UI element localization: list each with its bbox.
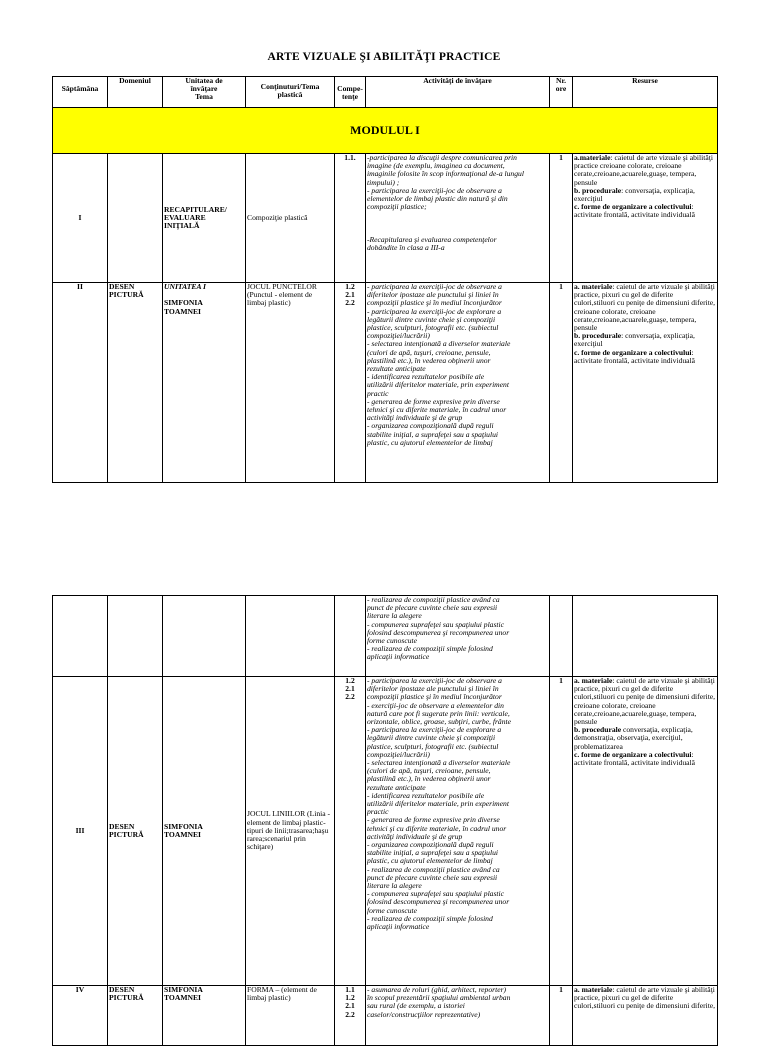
header-competences-line: tenţe: [341, 92, 359, 102]
activity-line: plastic, cu ajutorul elementelor de limbaj: [367, 437, 493, 447]
activity-line: - realizarea de compoziţii plastice având ca: [367, 595, 500, 604]
competence-line: 2.2: [345, 692, 355, 702]
activity-line: - participarea la exerciţii-joc de explorare a: [367, 306, 502, 316]
activity-line: plastic, cu ajutorul elementelor de limbaj: [367, 856, 493, 866]
header-hours-line: Nr.: [555, 76, 567, 85]
unit-line: SIMFONIA: [164, 298, 203, 308]
resources-cell: [573, 677, 718, 986]
unit-line: SIMFONIA: [164, 821, 203, 831]
activity-line: practic: [367, 388, 389, 398]
unit-line: TOAMNEI: [164, 306, 201, 316]
resource-text: : conversaţia, explicaţia, exerciţiul: [574, 185, 695, 204]
competence-cell: [335, 596, 366, 677]
activity-line: - generarea de forme expresive prin diverse: [367, 396, 500, 406]
activity-line: plastice, sculpturi, fotografii etc. (subiectul: [367, 741, 499, 751]
domain-line: PICTURĂ: [109, 993, 144, 1003]
header-activities: Activităţi de învăţare: [366, 77, 550, 108]
resource-label: b. procedurale: [574, 725, 622, 735]
table-row: [53, 596, 718, 677]
resource-item: [574, 283, 716, 332]
activity-line: - generarea de forme expresive prin diverse: [367, 815, 500, 825]
domain-line: DESEN: [109, 985, 135, 994]
activity-line: legăturii dintre cuvinte cheie şi compoziţii: [367, 733, 496, 743]
activity-line: natură care pot fi sugerate prin linii: verticale,: [367, 708, 510, 718]
competence-line: 2.2: [345, 298, 355, 308]
resource-label: b. procedurale: [574, 331, 622, 341]
activity-line: stabilite iniţial, a suprafeţei sau a spaţiului: [367, 848, 498, 858]
activity-line: compoziţiei/lucrării): [367, 331, 430, 341]
activity-line: - selectarea intenţionată a diverselor materiale: [367, 339, 511, 349]
content-cell: [246, 596, 335, 677]
activity-line: dobândite în clasa a III-a: [367, 243, 445, 253]
activity-line: orizontale, oblice, groase, subţiri, curbe, frânte: [367, 717, 511, 727]
resource-text: : caietul de arte vizuale şi abilităţi practice, pixuri cu gel de diferite culori,stiluori cu peniţe de dimensiuni diferite, creioane colorate, creioane cerate,creioane,acuarele,guaşe, tempera, pensule: [574, 282, 716, 333]
resource-item: [574, 203, 716, 219]
hours-cell: 1: [550, 283, 573, 483]
header-unit-line: Tema: [195, 92, 213, 102]
resources-cell: [573, 154, 718, 283]
activity-line: compoziţii plastice şi în mediul înconjurător: [367, 298, 502, 308]
resource-label: a. materiale: [574, 282, 613, 291]
table-row: [53, 154, 718, 283]
unit-line: EVALUARE: [164, 212, 206, 222]
activity-line: aplicaţii informatice: [367, 922, 430, 932]
activity-line: - realizarea de compoziţii plastice având ca: [367, 864, 500, 874]
header-unit: [163, 77, 246, 108]
activity-line: compoziţiei/lucrării): [367, 749, 430, 759]
competence-line: 2.1: [345, 684, 355, 694]
resources-cell: [573, 986, 718, 1046]
content-cell: FORMA – (element de limbaj plastic): [246, 986, 335, 1046]
resource-label: a. materiale: [574, 676, 613, 685]
domain-line: PICTURĂ: [109, 830, 144, 839]
resource-text: : activitate frontală, activitate individuală: [574, 749, 696, 768]
competence-cell: [335, 986, 366, 1046]
header-hours: [550, 77, 573, 108]
activity-line: plastilină etc.), în vederea obţinerii unor: [367, 774, 491, 784]
unit-cell: [163, 677, 246, 986]
domain-cell: [108, 986, 163, 1046]
activity-line: utilizării diferitelor materiale, prin experiment: [367, 799, 509, 809]
competence-line: 1.2: [345, 282, 355, 291]
activity-line: caselor/construcţiilor reprezentative): [367, 1009, 481, 1019]
activity-spacer: [367, 220, 548, 228]
activity-line: -Recapitularea şi evaluarea competenţelor: [367, 235, 497, 245]
activity-line: punct de plecare cuvinte cheie sau expresii: [367, 603, 498, 613]
resource-item: [574, 154, 716, 187]
activity-line: în scopul prezentării spaţiului ambiental urban: [367, 993, 511, 1003]
resources-cell: [573, 283, 718, 483]
activities-cell: [366, 986, 550, 1046]
header-unit-line: învăţare: [190, 84, 218, 94]
activity-line: compoziţii plastice;: [367, 202, 427, 212]
domain-line: DESEN: [109, 821, 135, 831]
resources-cell: [573, 596, 718, 677]
activity-line: - realizarea de compoziţii simple folosind: [367, 913, 493, 923]
page-title: ARTE VIZUALE ŞI ABILITĂŢI PRACTICE: [267, 51, 501, 63]
activities-cell: [366, 677, 550, 986]
competence-line: 2.1: [345, 290, 355, 300]
resource-text: : activitate frontală, activitate individuală: [574, 347, 696, 365]
activity-line: folosind descompunerea şi recompunerea unor: [367, 627, 510, 637]
activity-line: (culori de apă, tuşuri, creioane, pensule,: [367, 766, 491, 776]
activity-line: imaginile folosite în scop informaţional de-a lungul: [367, 169, 524, 179]
unit-title: UNITATEA I: [164, 282, 206, 291]
table-row: [53, 283, 718, 483]
domain-line: PICTURĂ: [109, 290, 144, 300]
week-cell: I: [53, 154, 108, 283]
planning-table-1: [52, 76, 718, 483]
resource-text: : conversaţia, explicaţia, exerciţiul: [574, 331, 695, 349]
activity-line: - identificarea rezultatelor posibile ale: [367, 790, 485, 800]
activity-line: aplicaţii informatice: [367, 652, 430, 662]
activity-line: punct de plecare cuvinte cheie sau expresii: [367, 872, 498, 882]
activity-line: literare la alegere: [367, 611, 422, 621]
activity-line: - identificarea rezultatelor posibile ale: [367, 372, 485, 382]
resource-label: c. forme de organizare a colectivului: [574, 749, 692, 759]
activity-line: -participarea la discuţii despre comunicarea prin: [367, 153, 517, 162]
unit-line: TOAMNEI: [164, 993, 201, 1003]
activity-line: legăturii dintre cuvinte cheie şi compoziţii: [367, 314, 496, 324]
competence-line: 1.2: [345, 993, 355, 1003]
activity-line: compoziţii plastice şi în mediul înconjurător: [367, 692, 502, 702]
header-content-line: plastică: [277, 90, 303, 100]
activity-line: rezultate anticipate: [367, 364, 426, 374]
header-week: Săptămâna: [53, 77, 108, 108]
resource-text: conversaţia, explicaţia, demonstraţia, observaţia, exerciţiul, problematizarea: [574, 725, 693, 751]
unit-cell: [163, 986, 246, 1046]
competence-line: 2.2: [345, 1009, 355, 1019]
activity-line: imagine (de exemplu, imaginea ca document,: [367, 161, 505, 171]
activity-line: practic: [367, 807, 389, 817]
header-domain: Domeniul: [108, 77, 163, 108]
activities-cell: [366, 283, 550, 483]
header-content: [246, 77, 335, 108]
activity-line: plastice, sculpturi, fotografii etc. (subiectul: [367, 323, 499, 333]
activity-line: stabilite iniţial, a suprafeţei sau a spaţiului: [367, 429, 498, 439]
competence-cell: 1.1.: [335, 154, 366, 283]
resource-label: c. forme de organizare a colectivului: [574, 347, 692, 357]
table-row: [53, 986, 718, 1046]
activity-line: tehnici şi cu diferite materiale, în cadrul unor: [367, 823, 507, 833]
activity-line: activităţi individuale şi de grup: [367, 413, 463, 423]
competence-cell: [335, 283, 366, 483]
activity-line: activităţi individuale şi de grup: [367, 831, 463, 841]
header-competences: [335, 77, 366, 108]
activity-line: - organizarea compoziţională după reguli: [367, 421, 494, 431]
resource-text: : activitate frontală, activitate individuală: [574, 202, 696, 220]
activity-line: - realizarea de compoziţii simple folosind: [367, 644, 493, 654]
activity-line: - exerciţii-joc de observare a elementelor din: [367, 700, 504, 710]
domain-cell: [108, 154, 163, 283]
activity-line: literare la alegere: [367, 881, 422, 891]
header-competences-line: Compe-: [337, 84, 363, 93]
resource-item: [574, 349, 716, 365]
activity-line: - participarea la exerciţii-joc de observare a: [367, 282, 502, 291]
activity-line: rezultate anticipate: [367, 782, 426, 792]
competence-line: 1.1: [345, 985, 355, 994]
domain-line: DESEN: [109, 282, 135, 291]
unit-line: INIŢIALĂ: [164, 221, 200, 231]
activity-line: forme cunoscute: [367, 905, 417, 915]
resource-text: : caietul de arte vizuale şi abilităţi practice creioane colorate, creioane cerate,creioane,acuarele,guaşe, tempera, pensule: [574, 153, 713, 187]
resource-label: a. materiale: [574, 985, 613, 994]
domain-cell: [108, 677, 163, 986]
activity-line: utilizării diferitelor materiale, prin experiment: [367, 380, 509, 390]
resource-label: a.materiale: [574, 153, 611, 162]
resource-label: b. procedurale: [574, 185, 622, 195]
activity-line: diferitelor ipostaze ale punctului şi liniei în: [367, 684, 499, 694]
activity-line: - participarea la exerciţii-joc de explorare a: [367, 725, 502, 735]
week-cell: III: [53, 677, 108, 986]
hours-cell: [550, 596, 573, 677]
activity-line: diferitelor ipostaze ale punctului şi liniei în: [367, 290, 499, 300]
week-cell: IV: [53, 986, 108, 1046]
resource-text: : caietul de arte vizuale şi abilităţi practice, pixuri cu gel de diferite culori,stiluori cu peniţe de dimensiuni diferite, creioane colorate, creioane cerate,creioane,acuarele,guaşe, tempera, pensule: [574, 676, 716, 727]
resource-item: [574, 677, 716, 726]
hours-cell: 1: [550, 154, 573, 283]
unit-cell: [163, 596, 246, 677]
resource-item: [574, 751, 716, 767]
competence-line: 1.2: [345, 676, 355, 685]
activity-line: forme cunoscute: [367, 636, 417, 646]
unit-line: TOAMNEI: [164, 830, 201, 839]
domain-cell: [108, 596, 163, 677]
activity-line: - compunerea suprafeţei sau spaţiului plastic: [367, 889, 505, 899]
activities-cell: [366, 596, 550, 677]
activity-line: - compunerea suprafeţei sau spaţiului plastic: [367, 619, 505, 629]
activity-line: folosind descompunerea şi recompunerea unor: [367, 897, 510, 907]
resource-label: c. forme de organizare a colectivului: [574, 202, 692, 212]
activity-line: - asumarea de roluri (ghid, arhitect, reporter): [367, 985, 507, 994]
unit-line: RECAPITULARE/: [164, 204, 227, 214]
content-cell: JOCUL PUNCTELOR (Punctul - element de limbaj plastic): [246, 283, 335, 483]
activity-line: - selectarea intenţionată a diverselor materiale: [367, 758, 511, 768]
resource-item: [574, 187, 716, 203]
module-row: [53, 108, 718, 154]
resource-item: [574, 332, 716, 348]
competence-cell: [335, 677, 366, 986]
week-cell: [53, 596, 108, 677]
activity-line: (culori de apă, tuşuri, creioane, pensule,: [367, 347, 491, 357]
planning-table-2: [52, 595, 718, 1046]
activity-line: sau rural (de exemplu, a istoriei: [367, 1001, 465, 1011]
resource-item: [574, 726, 716, 751]
activity-spacer: [367, 211, 548, 219]
header-resources: Resurse: [573, 77, 718, 108]
header-unit-line: Unitatea de: [185, 76, 223, 85]
content-cell: JOCUL LINIILOR (Linia - element de limbaj plastic- tipuri de linii;trasarea;haşu rarea;scenariul prin schiţare): [246, 677, 335, 986]
header-hours-line: ore: [555, 84, 567, 94]
activity-line: timpului) ;: [367, 177, 400, 187]
activities-cell: [366, 154, 550, 283]
unit-line: SIMFONIA: [164, 985, 203, 994]
content-cell: Compoziţie plastică: [246, 154, 335, 283]
activity-line: - participarea la exerciţii-joc de observare a: [367, 676, 502, 685]
activity-line: plastilină etc.), în vederea obţinerii unor: [367, 355, 491, 365]
hours-cell: 1: [550, 677, 573, 986]
activity-line: elementelor de limbaj plastic din natură şi din: [367, 194, 508, 204]
activity-line: - participarea la exerciţii-joc de observare a: [367, 185, 502, 195]
hours-cell: 1: [550, 986, 573, 1046]
resource-item: [574, 986, 716, 1011]
unit-cell: [163, 154, 246, 283]
domain-cell: [108, 283, 163, 483]
table-row: [53, 677, 718, 986]
competence-line: 2.1: [345, 1001, 355, 1011]
activity-line: - organizarea compoziţională după reguli: [367, 840, 494, 850]
table-header-row: [53, 77, 718, 108]
module-label: MODULUL I: [53, 108, 718, 154]
unit-cell: [163, 283, 246, 483]
header-content-line: Conţinuturi/Tema: [260, 82, 320, 91]
week-cell: II: [53, 283, 108, 483]
activity-line: tehnici şi cu diferite materiale, în cadrul unor: [367, 405, 507, 415]
resource-text: : caietul de arte vizuale şi abilităţi practice, pixuri cu gel de diferite culori,stiluori cu peniţe de dimensiuni diferite,: [574, 985, 716, 1011]
